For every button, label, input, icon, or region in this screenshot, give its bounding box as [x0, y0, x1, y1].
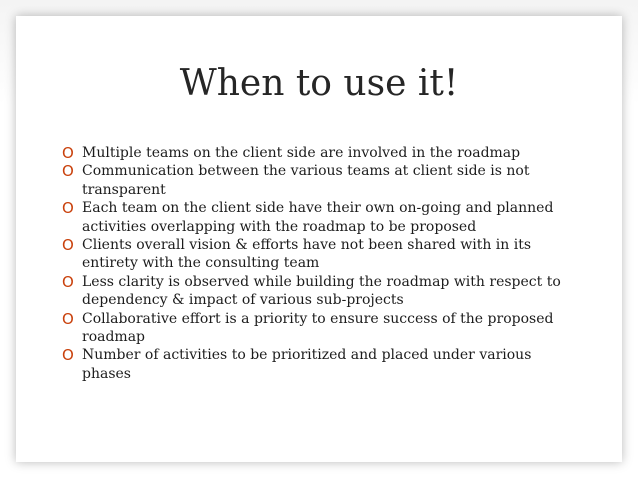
bullet-text: Each team on the client side have their own on-going and planned activities overlapping with the roadmap to be proposed — [82, 200, 554, 235]
bullet-marker: O — [62, 309, 74, 328]
bullet-item — [62, 310, 582, 347]
bullet-text: Less clarity is observed while building the roadmap with respect to dependency & impact of various sub-projects — [82, 273, 561, 309]
slide-title: When to use it! — [179, 63, 459, 104]
bullet-text: Collaborative effort is a priority to ensure success of the proposed roadmap — [82, 310, 554, 346]
bullet-marker: O — [62, 199, 74, 218]
bullet-item — [62, 273, 582, 310]
bullet-text: Communication between the various teams at client side is not transparent — [82, 163, 530, 198]
bullet-marker: O — [62, 346, 74, 365]
bullet-item — [62, 144, 582, 162]
bullet-text: Multiple teams on the client side are involved in the roadmap — [82, 145, 521, 161]
bullet-list — [62, 144, 582, 383]
bullet-marker: O — [62, 144, 74, 162]
bullet-item — [62, 346, 582, 383]
bullet-text: Number of activities to be prioritized and placed under various phases — [82, 347, 532, 382]
bullet-item — [62, 162, 582, 199]
bullet-item — [62, 199, 582, 236]
bullet-marker: O — [62, 162, 74, 181]
bullet-marker: O — [62, 236, 74, 255]
bullet-item — [62, 236, 582, 273]
bullet-marker: O — [62, 272, 74, 291]
bullet-text: Clients overall vision & efforts have not been shared with in its entirety with the consulting team — [82, 237, 532, 272]
